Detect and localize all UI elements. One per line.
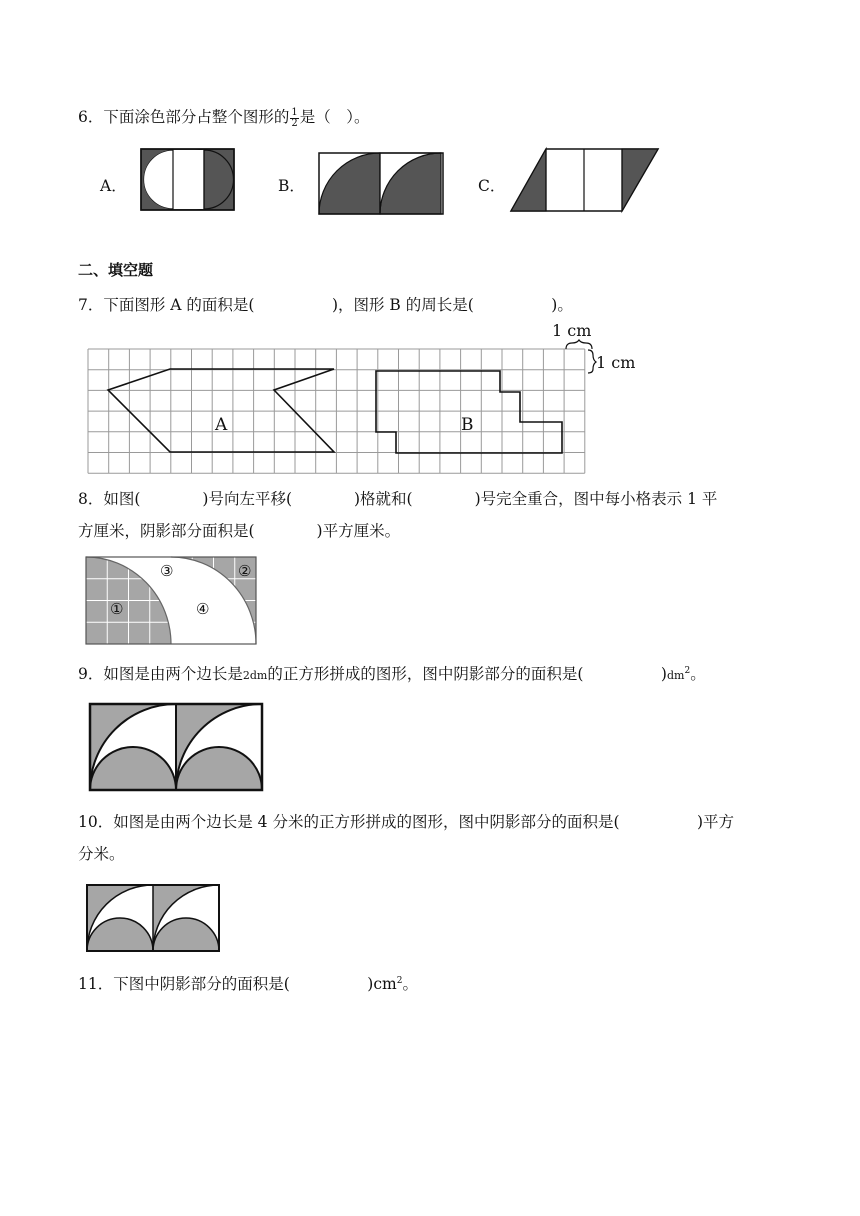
q7-grid (88, 349, 585, 473)
q9-sup: 2 (684, 666, 691, 676)
q6-text-after: 是（ ）。 (299, 108, 370, 126)
q11-text (78, 970, 418, 995)
q6-frac-num: 1 (291, 106, 298, 118)
q10-line2: 分米。 (78, 845, 125, 863)
q7-brace-top (566, 340, 592, 349)
q6c-left-triangle (511, 149, 546, 211)
q8-line1: 8．如图( )号向左平移( )格就和( )号完全重合，图中每小格表示 1 平 (78, 490, 718, 508)
q7-grid-figure (88, 340, 598, 480)
q6-text-before: 下面涂色部分占整个图形的 (103, 108, 290, 126)
q8-line2: 方厘米，阴影部分面积是( )平方厘米。 (78, 522, 401, 540)
q6-option-c-label: C． (478, 177, 506, 195)
q10-figure (86, 884, 222, 954)
q11-text-before: 11．下图中阴影部分的面积是( )cm (78, 975, 397, 994)
q6-text (78, 106, 370, 129)
q8-label-1: ① (110, 600, 124, 618)
q6-figure-a (140, 148, 236, 212)
q7-unit-top: 1 cm (552, 321, 592, 340)
q7-text: 7．下面图形 A 的面积是( )，图形 B 的周长是( )。 (78, 296, 573, 314)
q7-brace-side (588, 350, 596, 373)
q6-figure-b (318, 152, 446, 216)
q11-text-end: 。 (402, 975, 418, 994)
q9-text-end: 。 (690, 665, 706, 684)
q9-text-middle: 的正方形拼成的图形，图中阴影部分的面积是( ) (267, 665, 667, 684)
q6-frac-den: 2 (291, 117, 298, 129)
q9-text (78, 660, 706, 687)
q9-unit: dm (666, 669, 685, 683)
q7-unit-side: 1 cm (596, 353, 636, 372)
q8-label-2: ② (238, 562, 252, 580)
section-title: 二、填空题 (78, 261, 154, 279)
q6-figure-c (510, 148, 662, 214)
q7-label-a: A (215, 415, 228, 435)
q9-figure (89, 703, 265, 793)
q6c-right-triangle (622, 149, 658, 211)
q7-shape-a (108, 369, 334, 452)
q7-label-b: B (461, 415, 474, 435)
q6-option-a-label: A． (100, 177, 127, 195)
q11-sup: 2 (396, 976, 403, 986)
q8-label-3: ③ (160, 562, 174, 580)
q6-fraction (290, 108, 298, 129)
q8-label-4: ④ (196, 600, 210, 618)
q9-size: 2dm (242, 669, 268, 683)
q9-text-before: 9．如图是由两个边长是 (78, 665, 243, 684)
q6-option-b-label: B． (278, 177, 305, 195)
q6-number: 6． (78, 108, 104, 126)
q7-shape-b (376, 371, 562, 453)
q10-line1: 10．如图是由两个边长是 4 分米的正方形拼成的图形，图中阴影部分的面积是( )平方 (78, 813, 735, 831)
q8-figure (86, 557, 258, 647)
